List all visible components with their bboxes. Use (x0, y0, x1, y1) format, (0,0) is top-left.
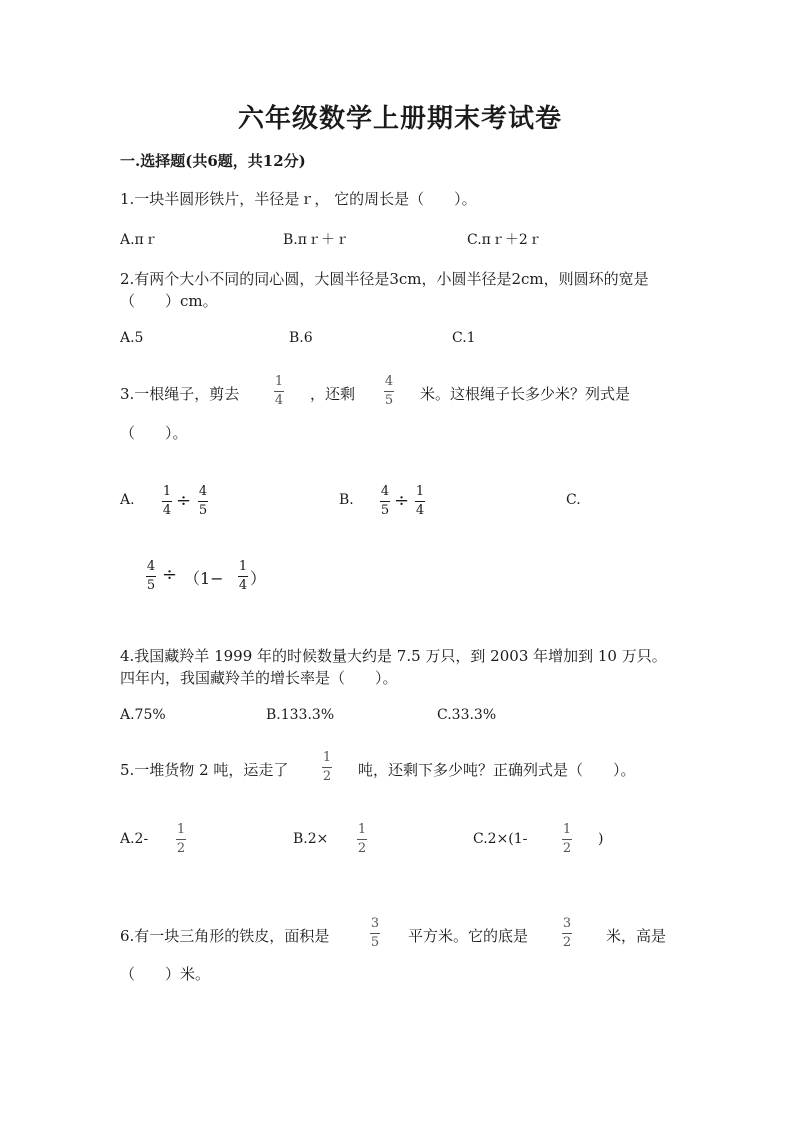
question-6-stem-part-1: 6.有一块三角形的铁皮，面积是 (120, 927, 330, 945)
question-2-option-a[interactable]: A.5 (120, 330, 144, 346)
question-4-option-b[interactable]: B.133.3% (266, 707, 335, 723)
question-3-stem-part-2: ，还剩 (310, 385, 356, 403)
fraction-numerator: 4 (198, 484, 208, 499)
question-1-option-b[interactable]: B.πｒ＋ｒ (283, 232, 349, 248)
question-3-option-a-fraction-1 (162, 485, 172, 518)
fraction-denominator: 4 (274, 393, 284, 408)
question-2-stem-line-2: （ ）cm。 (120, 292, 218, 310)
fraction-denominator: 5 (146, 578, 156, 593)
fraction-denominator: 2 (176, 841, 186, 856)
question-4-stem-line-1: 4.我国藏羚羊 1999 年的时候数量大约是 7.5 万只，到 2003 年增加到 10 万只。 (120, 647, 667, 665)
question-5-option-b-fraction (357, 823, 367, 856)
section-heading: 一.选择题(共6题，共12分) (120, 152, 306, 170)
question-6-fraction-area (370, 917, 380, 950)
fraction-denominator: 2 (562, 935, 572, 950)
question-2-option-c[interactable]: C.1 (452, 330, 476, 346)
fraction-denominator: 4 (238, 578, 248, 593)
fraction-numerator: 4 (380, 484, 390, 499)
question-3-stem-part-3: 米。这根绳子长多少米？列式是 (420, 385, 631, 403)
question-4-option-c[interactable]: C.33.3% (437, 707, 497, 723)
fraction-numerator: 1 (322, 750, 332, 765)
page-title: 六年级数学上册期末考试卷 (237, 104, 562, 134)
fraction-denominator: 4 (415, 503, 425, 518)
fraction-numerator: 1 (562, 822, 572, 837)
question-3-option-a-label[interactable]: A. (120, 492, 135, 508)
fraction-numerator: 1 (176, 822, 186, 837)
question-3-option-c-paren-open: （1− (184, 569, 224, 588)
question-3-option-c-fraction-2 (238, 560, 248, 593)
fraction-denominator: 5 (198, 503, 208, 518)
fraction-denominator: 5 (380, 503, 390, 518)
fraction-numerator: 1 (357, 822, 367, 837)
question-4-option-a[interactable]: A.75% (120, 707, 166, 723)
fraction-numerator: 3 (370, 916, 380, 931)
divide-sign: ÷ (394, 490, 410, 511)
question-1-option-a[interactable]: A.πｒ (120, 232, 158, 248)
question-3-option-a-fraction-2 (198, 485, 208, 518)
question-3-option-b-label[interactable]: B. (339, 492, 354, 508)
fraction-denominator: 5 (370, 935, 380, 950)
question-5-option-b[interactable]: B.2× (293, 831, 329, 847)
question-6-stem-part-2: 平方米。它的底是 (408, 927, 529, 945)
fraction-numerator: 3 (562, 916, 572, 931)
question-2-stem-line-1: 2.有两个大小不同的同心圆，大圆半径是3cm，小圆半径是2cm，则圆环的宽是 (120, 270, 649, 288)
question-1-stem: 1.一块半圆形铁片，半径是ｒ， 它的周长是（ ）。 (120, 190, 477, 208)
question-5-stem-part-2: 吨，还剩下多少吨？正确列式是（ ）。 (358, 761, 636, 779)
divide-sign: ÷ (176, 490, 192, 511)
fraction-numerator: 1 (415, 484, 425, 499)
fraction-denominator: 4 (162, 503, 172, 518)
question-5-option-a[interactable]: A.2- (120, 831, 149, 847)
question-6-stem-part-3: 米，高是 (606, 927, 667, 945)
question-6-fraction-base (562, 917, 572, 950)
question-3-fraction-cut (274, 375, 284, 408)
question-3-stem-part-1: 3.一根绳子，剪去 (120, 385, 240, 403)
question-3-option-c-paren-close: ） (250, 569, 267, 588)
question-5-option-c[interactable]: C.2×(1- (473, 831, 528, 847)
question-6-stem-line-2: （ ）米。 (120, 965, 211, 983)
question-4-stem-line-2: 四年内，我国藏羚羊的增长率是（ ）。 (120, 669, 398, 687)
question-3-stem-line-2: （ ）。 (120, 424, 188, 442)
question-3-option-b-fraction-2 (415, 485, 425, 518)
fraction-denominator: 2 (322, 769, 332, 784)
question-3-option-b-fraction-1 (380, 485, 390, 518)
question-5-stem-part-1: 5.一堆货物 2 吨，运走了 (120, 761, 289, 779)
question-3-fraction-left (384, 375, 394, 408)
question-3-option-c-label[interactable]: C. (566, 492, 581, 508)
fraction-numerator: 4 (384, 374, 394, 389)
divide-sign: ÷ (162, 564, 178, 585)
question-3-option-c-fraction-1 (146, 560, 156, 593)
question-5-option-a-fraction (176, 823, 186, 856)
fraction-denominator: 5 (384, 393, 394, 408)
fraction-numerator: 4 (146, 559, 156, 574)
question-1-option-c[interactable]: C.πｒ＋2ｒ (467, 232, 542, 248)
question-5-option-c-fraction (562, 823, 572, 856)
question-2-option-b[interactable]: B.6 (289, 330, 313, 346)
fraction-denominator: 2 (357, 841, 367, 856)
fraction-numerator: 1 (162, 484, 172, 499)
fraction-numerator: 1 (274, 374, 284, 389)
fraction-denominator: 2 (562, 841, 572, 856)
question-5-option-c-close: ) (598, 831, 604, 847)
fraction-numerator: 1 (238, 559, 248, 574)
question-5-fraction (322, 751, 332, 784)
